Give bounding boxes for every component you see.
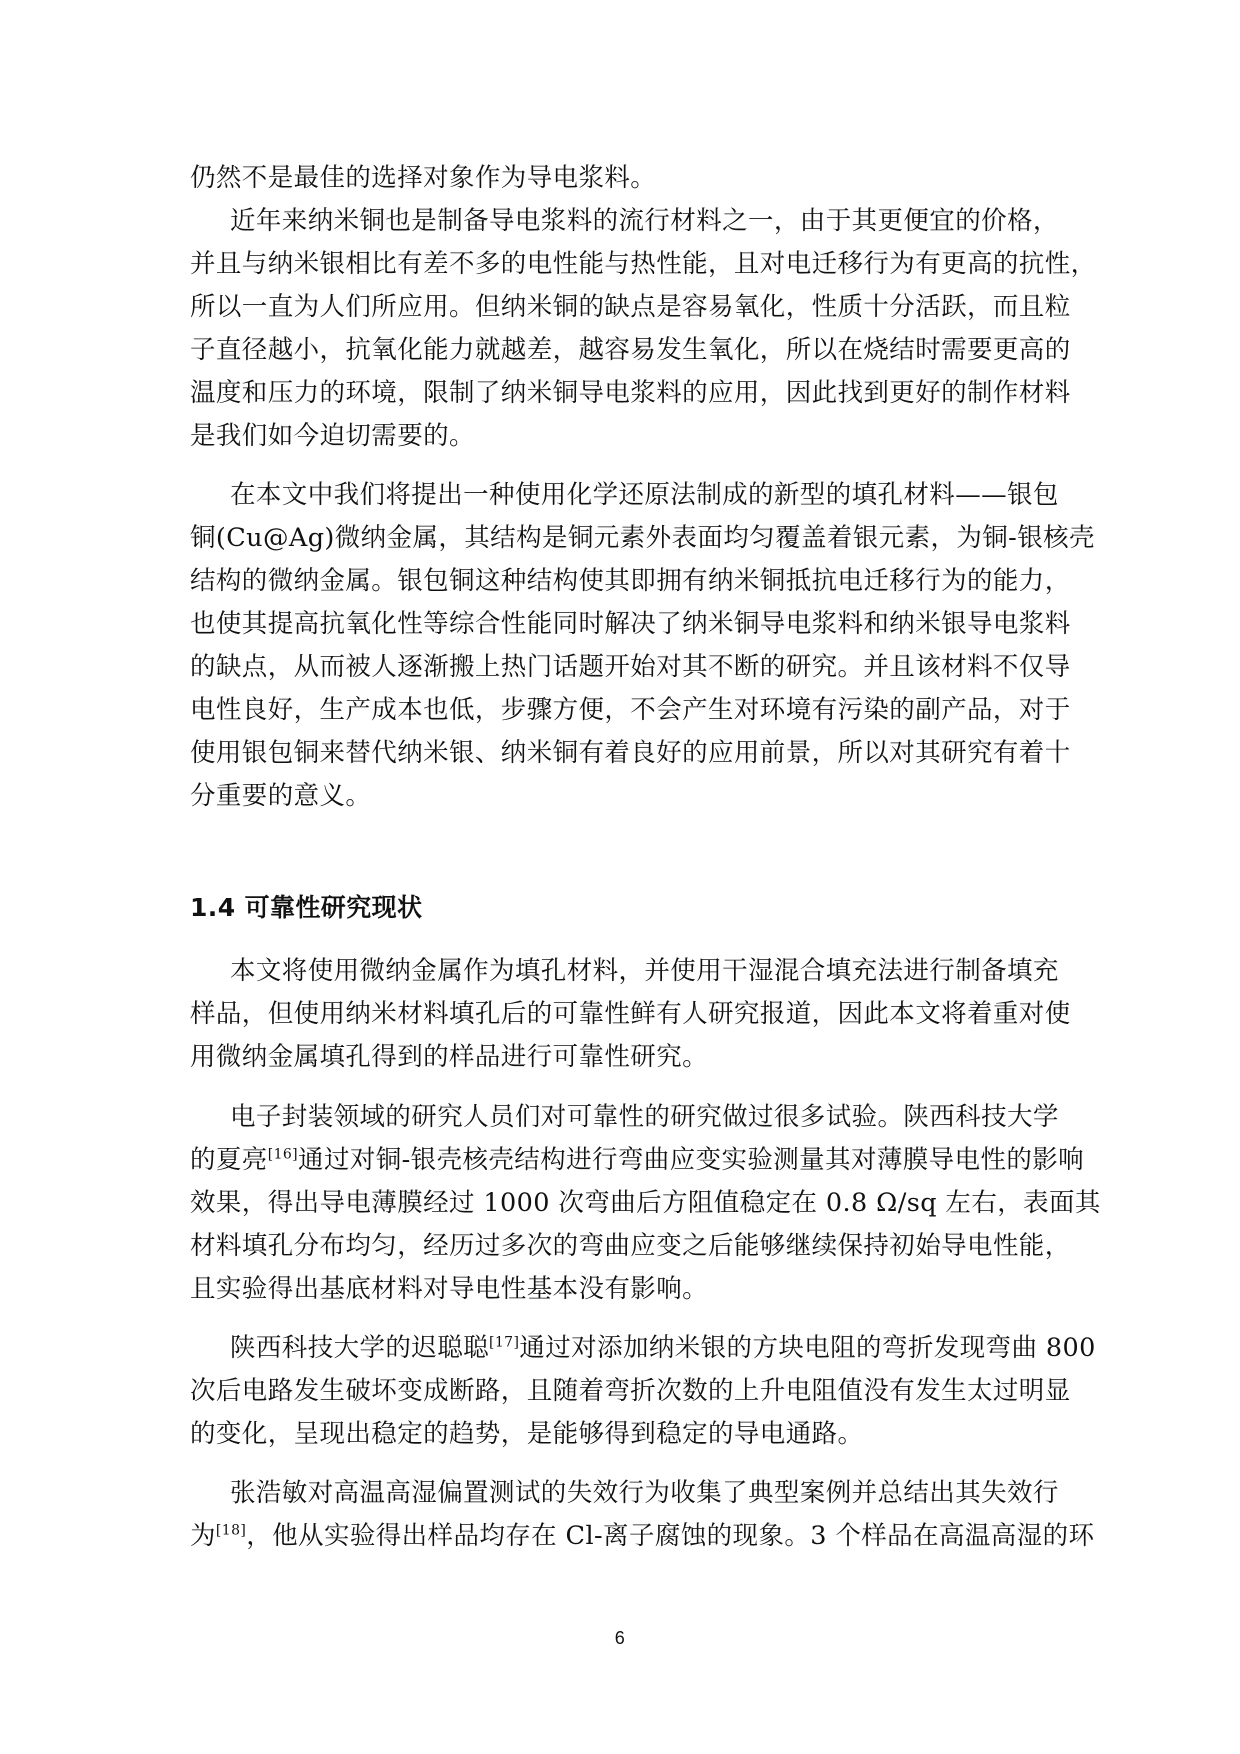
paragraph-5-line-5: 且实验得出基底材料对导电性基本没有影响。: [190, 1274, 709, 1304]
paragraph-2-line-4: 子直径越小，抗氧化能力就越差，越容易发生氧化，所以在烧结时需要更高的: [190, 335, 1071, 365]
paragraph-3-line-3: 结构的微纳金属。银包铜这种结构使其即拥有纳米铜抵抗电迁移行为的能力，: [190, 566, 1071, 596]
paragraph-5-line-4: 材料填孔分布均匀，经历过多次的弯曲应变之后能够继续保持初始导电性能，: [190, 1231, 1071, 1261]
paragraph-4-line-1: 本文将使用微纳金属作为填孔材料，并使用干湿混合填充法进行制备填充: [230, 956, 1059, 986]
paragraph-7-line-2-text-a: 为: [190, 1521, 216, 1551]
citation-18: [18]: [215, 1522, 247, 1539]
paragraph-5-line-2-text-a: 的夏亮: [190, 1145, 268, 1175]
page-number: 6: [614, 1628, 626, 1648]
paragraph-3-line-6: 电性良好，生产成本也低，步骤方便，不会产生对环境有污染的副产品，对于: [190, 695, 1071, 725]
paragraph-2-line-2: 并且与纳米银相比有差不多的电性能与热性能，且对电迁移行为有更高的抗性，: [190, 249, 1097, 279]
section-heading: 1.4 可靠性研究现状: [190, 893, 423, 922]
paragraph-3-line-1: 在本文中我们将提出一种使用化学还原法制成的新型的填孔材料——银包: [230, 480, 1059, 510]
paragraph-6-line-2: 次后电路发生破坏变成断路，且随着弯折次数的上升电阻值没有发生太过明显: [190, 1376, 1071, 1406]
paragraph-6-line-3: 的变化，呈现出稳定的趋势，是能够得到稳定的导电通路。: [190, 1419, 864, 1449]
paragraph-7-line-1: 张浩敏对高温高湿偏置测试的失效行为收集了典型案例并总结出其失效行: [230, 1478, 1059, 1508]
paragraph-6-line-1: [230, 1327, 1096, 1369]
paragraph-7-line-2: [190, 1515, 1094, 1557]
paragraph-7-line-2-text-b: ，他从实验得出样品均存在 Cl-离子腐蚀的现象。3 个样品在高温高湿的环: [246, 1521, 1095, 1551]
citation-16: [16]: [267, 1146, 299, 1163]
paragraph-3-line-7: 使用银包铜来替代纳米银、纳米铜有着良好的应用前景，所以对其研究有着十: [190, 738, 1071, 768]
paragraph-1-line-1: 仍然不是最佳的选择对象作为导电浆料。: [190, 163, 657, 193]
paragraph-2-line-1: 近年来纳米铜也是制备导电浆料的流行材料之一，由于其更便宜的价格，: [230, 206, 1059, 236]
paragraph-2-line-6: 是我们如今迫切需要的。: [190, 421, 475, 451]
paragraph-2-line-5: 温度和压力的环境，限制了纳米铜导电浆料的应用，因此找到更好的制作材料: [190, 378, 1071, 408]
paragraph-3-line-8: 分重要的意义。: [190, 781, 372, 811]
paragraph-4-line-2: 样品，但使用纳米材料填孔后的可靠性鲜有人研究报道，因此本文将着重对使: [190, 999, 1071, 1029]
paragraph-5-line-3: 效果，得出导电薄膜经过 1000 次弯曲后方阻值稳定在 0.8 Ω/sq 左右，表面其: [190, 1188, 1101, 1218]
paragraph-5-line-2: [190, 1139, 1084, 1181]
paragraph-5-line-2-text-b: 通过对铜-银壳核壳结构进行弯曲应变实验测量其对薄膜导电性的影响: [298, 1145, 1085, 1175]
paragraph-3-line-4: 也使其提高抗氧化性等综合性能同时解决了纳米铜导电浆料和纳米银导电浆料: [190, 609, 1071, 639]
paragraph-4-line-3: 用微纳金属填孔得到的样品进行可靠性研究。: [190, 1042, 709, 1072]
paragraph-5-line-1: 电子封装领域的研究人员们对可靠性的研究做过很多试验。陕西科技大学: [230, 1102, 1059, 1132]
paragraph-3-line-2: 铜(Cu@Ag)微纳金属，其结构是铜元素外表面均匀覆盖着银元素，为铜-银核壳: [190, 523, 1095, 553]
paragraph-2-line-3: 所以一直为人们所应用。但纳米铜的缺点是容易氧化，性质十分活跃，而且粒: [190, 292, 1071, 322]
paragraph-3-line-5: 的缺点，从而被人逐渐搬上热门话题开始对其不断的研究。并且该材料不仅导: [190, 652, 1071, 682]
paragraph-6-line-1-text-a: 陕西科技大学的迟聪聪: [230, 1333, 490, 1363]
paragraph-6-line-1-text-b: 通过对添加纳米银的方块电阻的弯折发现弯曲 800: [519, 1333, 1096, 1363]
citation-17: [17]: [489, 1334, 520, 1351]
